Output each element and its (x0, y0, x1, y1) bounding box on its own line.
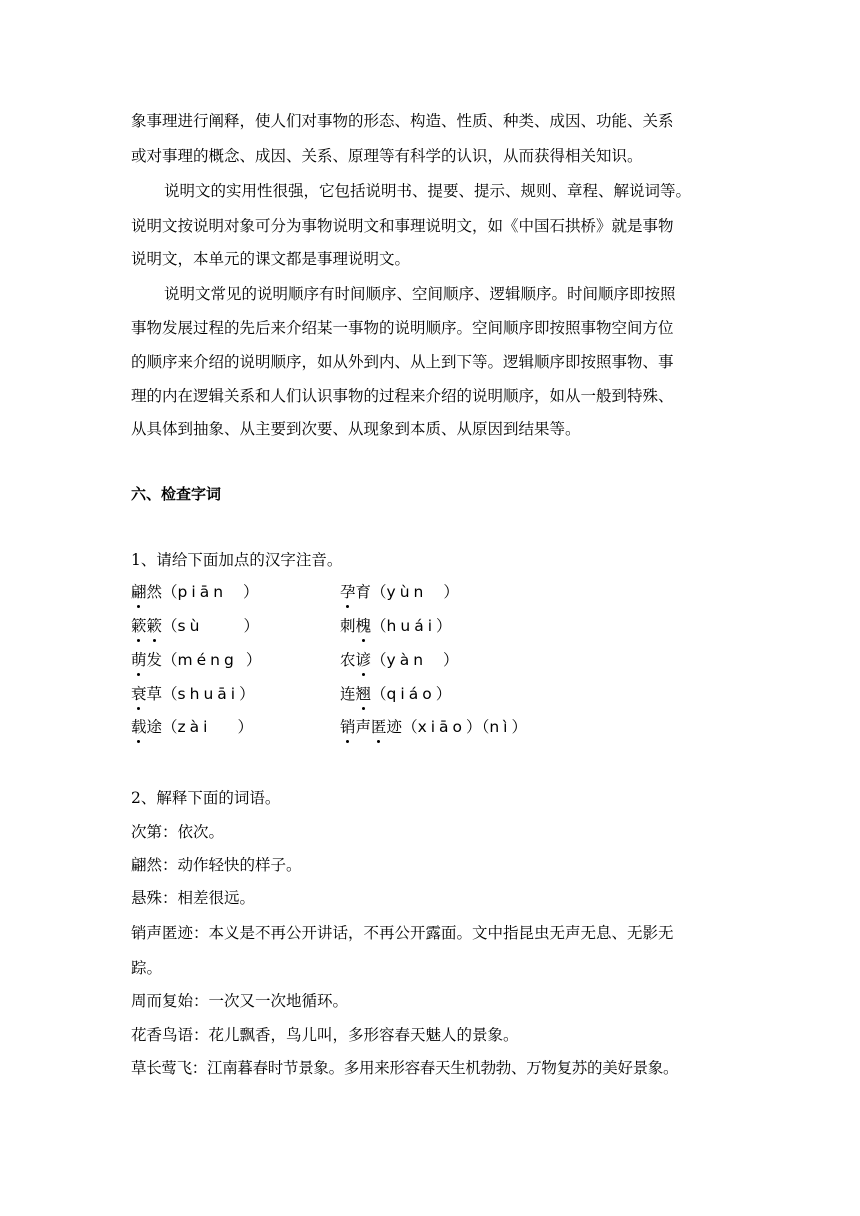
text-line: 说明文常见的说明顺序有时间顺序、空间顺序、逻辑顺序。时间顺序即按照 (164, 285, 676, 303)
definition-line: 草长莺飞：江南暮春时节景象。多用来形容春天生机勃勃、万物复苏的美好景象。 (131, 1059, 679, 1077)
text-line: 理的内在逻辑关系和人们认识事物的过程来介绍的说明顺序，如从一般到特殊、 (131, 387, 674, 405)
pinyin-item: 萌发（méng ） (131, 651, 262, 669)
definition-line: 踪。 (131, 959, 163, 977)
pinyin-item: 销声匿迹（xiāo）（nì） (340, 718, 527, 736)
definition-line: 翩然：动作轻快的样子。 (131, 856, 302, 874)
pinyin-item: 孕育（yùn ） (340, 583, 459, 601)
pinyin-item: 簌簌（sù ） (131, 617, 259, 635)
pinyin-item: 刺槐（huái） (340, 617, 452, 635)
pinyin-item: 衰草（shuāi） (131, 685, 255, 703)
question-title: 1、请给下面加点的汉字注音。 (131, 551, 343, 569)
definition-line: 次第：依次。 (131, 823, 225, 841)
section-title: 六、检查字词 (131, 485, 222, 503)
definition-line: 周而复始：一次又一次地循环。 (131, 992, 349, 1010)
pinyin-item: 翩然（piān ） (131, 583, 259, 601)
pinyin-item: 连翘（qiáo） (340, 685, 452, 703)
text-line: 事物发展过程的先后来介绍某一事物的说明顺序。空间顺序即按照事物空间方位 (131, 319, 674, 337)
text-line: 或对事理的概念、成因、关系、原理等有科学的认识，从而获得相关知识。 (131, 147, 643, 165)
text-line: 象事理进行阐释，使人们对事物的形态、构造、性质、种类、成因、功能、关系 (131, 112, 674, 130)
definition-line: 花香鸟语：花儿飘香，鸟儿叫，多形容春天魅人的景象。 (131, 1026, 519, 1044)
text-line: 说明文的实用性很强，它包括说明书、提要、提示、规则、章程、解说词等。 (164, 182, 692, 200)
text-line: 的顺序来介绍的说明顺序，如从外到内、从上到下等。逻辑顺序即按照事物、事 (131, 353, 674, 371)
pinyin-item: 载途（zài ） (131, 718, 254, 736)
text-line: 从具体到抽象、从主要到次要、从现象到本质、从原因到结果等。 (131, 420, 581, 438)
definition-line: 销声匿迹：本义是不再公开讲话，不再公开露面。文中指昆虫无声无息、无影无 (131, 924, 674, 942)
text-line: 说明文按说明对象可分为事物说明文和事理说明文，如《中国石拱桥》就是事物 (131, 217, 674, 235)
text-line: 说明文，本单元的课文都是事理说明文。 (131, 250, 411, 268)
definition-line: 悬殊：相差很远。 (131, 889, 256, 907)
pinyin-item: 农谚（yàn ） (340, 651, 459, 669)
question-title: 2、解释下面的词语。 (131, 789, 281, 807)
